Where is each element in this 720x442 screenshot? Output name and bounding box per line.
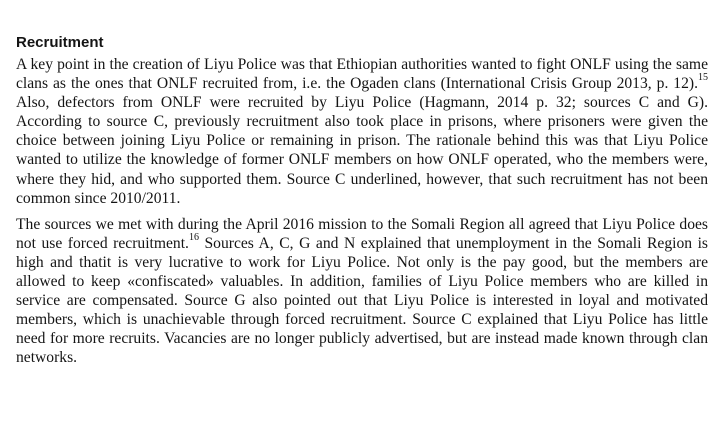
paragraph2-text-part1: The sources we met with during the April 2016 mission to the Somali Region all agreed that Liyu Police does not use forced recruitment. [16,215,708,252]
document-page [16,34,708,368]
paragraph-forced-recruitment [16,215,708,368]
paragraph2-text-part2: Sources A, C, G and N explained that unemployment in the Somali Region is high and thatit is very lucrative to work for Liyu Police. Not only is the pay good, but the members are allowed to keep «confiscated» valuables. In addition, families of Liyu Police members who are killed in service are compensated. Source G also pointed out that Liyu Police is interested in loyal and motivated members, which is unachievable through forced recruitment. Source C explained that Liyu Police has little need for more recruits. Vacancies are no longer publicly advertised, but are instead made known through clan networks. [16,234,708,367]
paragraph1-text-part2: Also, defectors from ONLF were recruited by Liyu Police (Hagmann, 2014 p. 32; sources C and G). According to source C, previously recruitment also took place in prisons, where prisoners were given the choice between joining Liyu Police or remaining in prison. The rationale behind this was that Liyu Police wanted to utilize the knowledge of former ONLF members on how ONLF operated, who the members were, where they hid, and who supported them. Source C underlined, however, that such recruitment has not been common since 2010/2011. [16,94,708,207]
paragraph-recruitment-origins [16,55,708,208]
footnote-marker-16[interactable]: 16 [188,231,199,243]
paragraph1-text-part1: A key point in the creation of Liyu Police was that Ethiopian authorities wanted to fight ONLF using the same clans as the ones that ONLF recruited from, i.e. the Ogaden clans (International Crisis Group 2013, p. 12). [16,56,708,93]
section-heading: Recruitment [16,34,104,51]
footnote-marker-15[interactable]: 15 [698,72,708,84]
